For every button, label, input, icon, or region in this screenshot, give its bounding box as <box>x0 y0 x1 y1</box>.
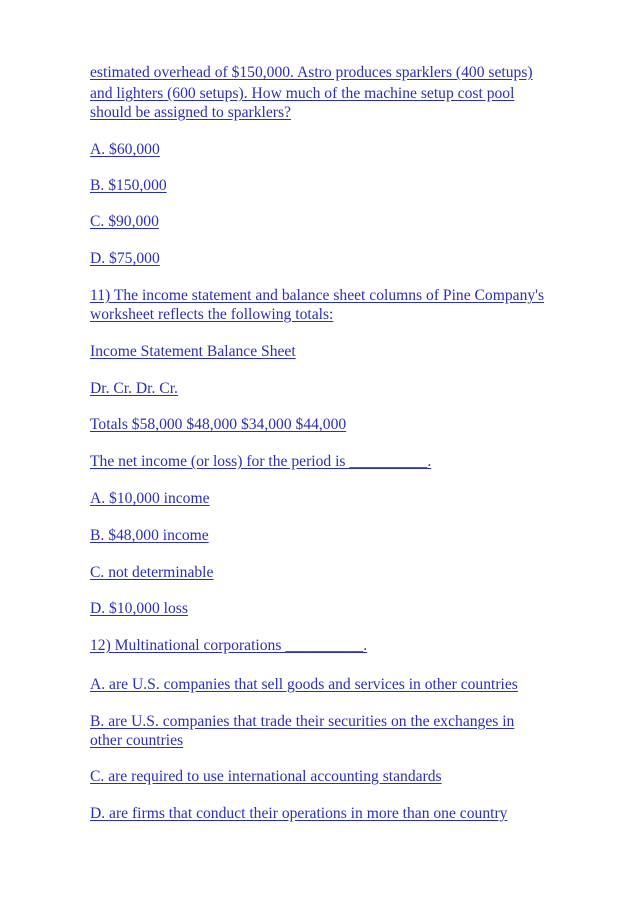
question-12-option-a[interactable]: A. are U.S. companies that sell goods and services in other countries <box>90 676 518 693</box>
question-11-option-d[interactable]: D. $10,000 loss <box>90 600 188 617</box>
question-11-option-a[interactable]: A. $10,000 income <box>90 490 210 507</box>
question-11-text-line-2[interactable]: worksheet reflects the following totals: <box>90 306 334 323</box>
question-10-text-line-3[interactable]: should be assigned to sparklers? <box>90 104 291 121</box>
question-12-option-b-line-1[interactable]: B. are U.S. companies that trade their securities on the exchanges in <box>90 713 515 730</box>
question-12-text[interactable]: 12) Multinational corporations __________. <box>90 637 368 654</box>
question-11-table-header[interactable]: Income Statement Balance Sheet <box>90 343 296 360</box>
question-10-text-line-1[interactable]: estimated overhead of $150,000. Astro produces sparklers (400 setups) <box>90 64 533 81</box>
question-10-option-b[interactable]: B. $150,000 <box>90 177 167 194</box>
question-11-table-totals[interactable]: Totals $58,000 $48,000 $34,000 $44,000 <box>90 416 347 433</box>
question-11-prompt[interactable]: The net income (or loss) for the period is __________. <box>90 453 432 470</box>
question-12-option-c[interactable]: C. are required to use international accounting standards <box>90 768 442 785</box>
question-10-option-c[interactable]: C. $90,000 <box>90 213 159 230</box>
question-12-option-d[interactable]: D. are firms that conduct their operations in more than one country <box>90 805 508 822</box>
question-11-option-b[interactable]: B. $48,000 income <box>90 527 209 544</box>
question-10-text-line-2[interactable]: and lighters (600 setups). How much of the machine setup cost pool <box>90 85 515 102</box>
question-10-option-d[interactable]: D. $75,000 <box>90 250 160 267</box>
question-11-table-subheader[interactable]: Dr. Cr. Dr. Cr. <box>90 380 178 397</box>
question-11-option-c[interactable]: C. not determinable <box>90 564 214 581</box>
question-11-text-line-1[interactable]: 11) The income statement and balance sheet columns of Pine Company's <box>90 287 545 304</box>
question-12-option-b-line-2[interactable]: other countries <box>90 732 184 749</box>
question-10-option-a[interactable]: A. $60,000 <box>90 141 160 158</box>
